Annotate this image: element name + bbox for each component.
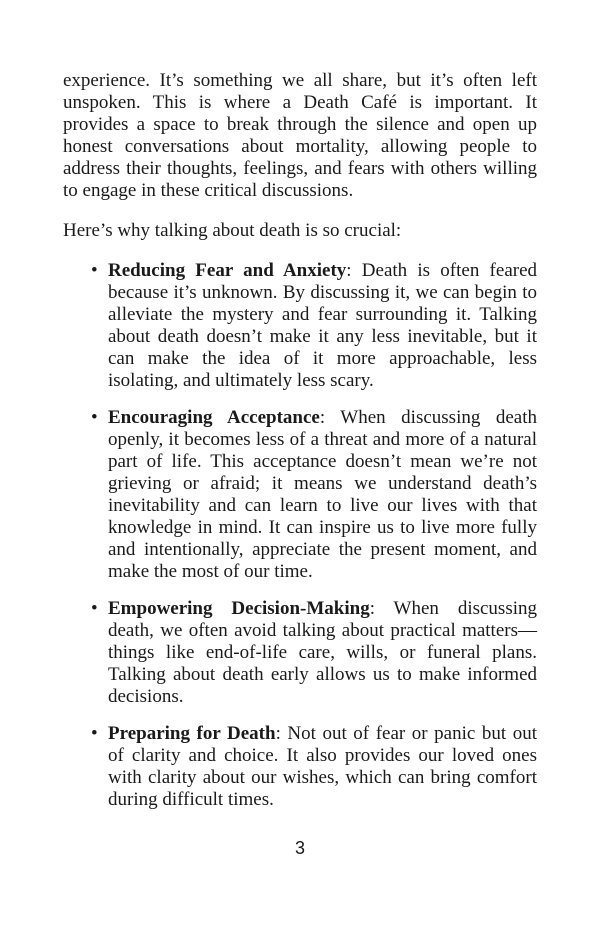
lead-in-paragraph: Here’s why talking about death is so crucial: <box>63 220 402 241</box>
list-item-empowering-decision-making <box>108 598 537 708</box>
bullet-text: : Death is often feared because it’s unknown. By discussing it, we can begin to alleviate the mystery and fear surrounding it. Talking about death doesn’t make it any less inevitable, but it can make the idea of it more approachable, less isolating, and ultimately less scary. <box>108 260 538 391</box>
bullet-text: : Not out of fear or panic but out of clarity and choice. It also provides our loved ones with clarity about our wishes, which can bring comfort during difficult times. <box>108 723 537 810</box>
bullet-text: : When discussing death, we often avoid talking about practical matters—things like end-of-life care, wills, or funeral plans. Talking about death early allows us to make informed decisions. <box>108 598 538 707</box>
bullet-list <box>63 260 537 811</box>
bullet-term: Preparing for Death <box>108 723 276 744</box>
bullet-term: Encouraging Acceptance <box>108 407 320 428</box>
bullet-term: Empowering Decision-Making <box>108 598 370 619</box>
page-number: 3 <box>294 838 305 858</box>
bullet-term: Reducing Fear and Anxiety <box>108 260 347 281</box>
list-item-encouraging-acceptance <box>108 407 537 583</box>
list-item-reducing-fear <box>108 260 537 392</box>
bullet-text: : When discussing death openly, it becomes less of a threat and more of a natural part of life. This acceptance doesn’t mean we’re not grieving or afraid; it means we understand death’s inevitability and can learn to live our lives with that knowledge in mind. It can inspire us to live more fully and intentionally, appreciate the present moment, and make the most of our time. <box>108 407 537 582</box>
list-item-preparing-for-death <box>108 723 537 811</box>
intro-paragraph: experience. It’s something we all share, but it’s often left unspoken. This is where a Death Café is important. It provides a space to break through the silence and open up honest conversations about mortality, allowing people to address their thoughts, feelings, and fears with others willing to engage in these critical discussions. <box>63 70 537 201</box>
